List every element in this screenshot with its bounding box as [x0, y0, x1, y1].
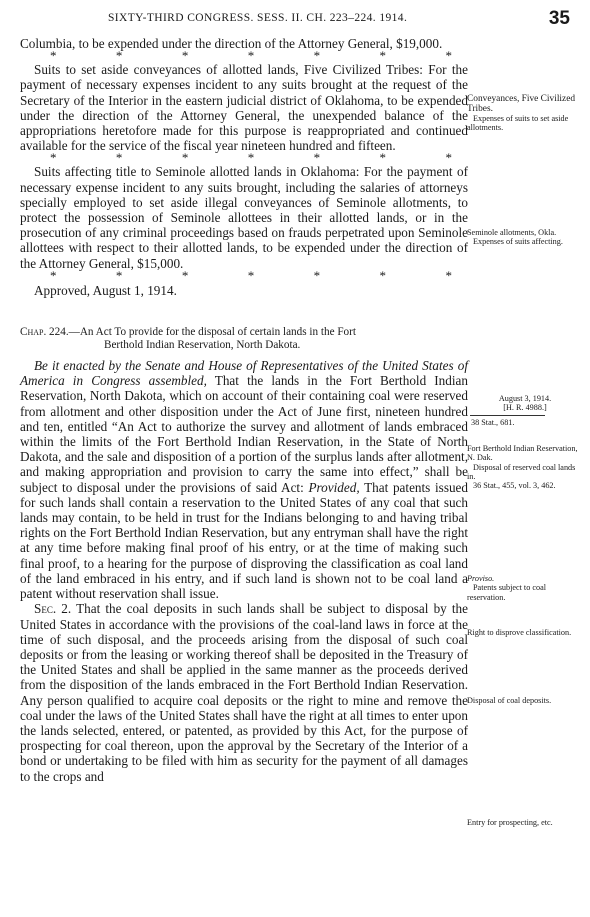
- section-1-continued: That patents issued for such lands shall contain a reservation to the United States of any coal that such lands may contain, to be held in trust for the Indians belonging to and having tribal rights on the Fort Berthold Indian Reservation, but any entryman shall have the right at any time before making final proof of his entry, or at the time of making such final proof, to a hearing for the purpose of disproving the classification as coal land of the land embraced in his entry, and if such land is shown not to be coal land a patent without reservation shall issue.: [20, 479, 468, 602]
- main-text: [20, 36, 468, 784]
- chapter-title-line-1: —An Act To provide for the disposal of certain lands in the Fort: [68, 326, 356, 339]
- chapter-heading: [20, 326, 468, 352]
- paragraph-attorney-general-close: Columbia, to be expended under the direction of the Attorney General, $19,000.: [20, 36, 443, 51]
- margin-note-proviso: Proviso. Patents subject to coal reservation.: [467, 574, 546, 602]
- page-number: 35: [548, 8, 570, 29]
- section-2: [20, 601, 468, 783]
- proviso-word: Provided,: [308, 479, 360, 495]
- page-header: [0, 8, 590, 30]
- margin-note-coal-deposits: Disposal of coal deposits.: [467, 696, 552, 705]
- margin-note-disprove: Right to disprove classification.: [467, 628, 572, 637]
- section-1-text: That the lands in the Fort Berthold Indian Reservation, North Dakota, which on account of their containing coal were reserved from allotment and other disposition under the Act of June first, nineteen hundred and ten, entitled “An Act to authorize the survey and allotment of lands embraced within the limits of the Fort Berthold Indian Reservation, in the State of North Dakota, and the sale and disposition of a portion of the surplus lands after allotment, and making appropriation and provision to carry the same into effect,” shall be subject to disposal under the provisions of said Act:: [20, 373, 468, 495]
- citation-rule: [470, 415, 545, 416]
- margin-note-prospecting: Entry for prospecting, etc.: [467, 818, 553, 827]
- margin-note-act-citation: August 3, 1914. [H. R. 4988.] 38 Stat., 681.: [471, 394, 552, 427]
- section-separator-stars: * * * * * * *: [50, 150, 452, 166]
- running-head: SIXTY-THIRD CONGRESS. SESS. II. CH. 223–224. 1914.: [108, 12, 408, 24]
- paragraph-five-civilized-tribes: Suits to set aside conveyances of allotted lands, Five Civilized Tribes: For the payment of necessary expenses incident to any suits brought at the request of the Secretary of the Interior in the eastern judicial district of Oklahoma, to be expended under the direction of the Attorney General, the unexpended balance of the appropriations heretofore made for this purpose is reappropriated and continued available for the service of the fiscal year nineteen hundred and fifteen.: [20, 62, 468, 154]
- section-1: [20, 358, 468, 601]
- margin-note-fort-berthold: Fort Berthold Indian Reservation, N. Dak. Disposal of reserved coal lands in. 36 Stat., 455, vol. 3, 462.: [467, 444, 578, 491]
- section-separator-stars: * * * * * * *: [50, 48, 452, 64]
- section-2-label: Sec. 2.: [34, 601, 72, 617]
- margin-note-seminole: Seminole allotments, Okla. Expenses of suits affecting.: [467, 228, 563, 247]
- approval-date: Approved, August 1, 1914.: [34, 282, 177, 298]
- chapter-title-line-2: Berthold Indian Reservation, North Dakota.: [104, 339, 301, 352]
- section-separator-stars: * * * * * * *: [50, 267, 452, 283]
- margin-note-conveyances: Conveyances, Five Civilized Tribes. Expenses of suits to set aside allotments.: [467, 94, 576, 133]
- chapter-label: Chap. 224.: [20, 326, 69, 339]
- section-2-text: That the coal deposits in such lands shall be subject to disposal by the United States in accordance with the provisions of the coal-land laws in force at the time of such disposal, and the proceeds arising from the disposal of such coal deposits or from the leasing or working thereof shall be deposited in the Treasury of the United States and shall be applied in the same manner as the proceeds derived from the disposition of the lands embraced in the Fort Berthold Indian Reservation. Any person qualified to acquire coal deposits or the right to mine and remove the coal under the laws of the United States shall have the right at all times to enter upon the lands selected, entered, or patented, as provided by this Act, for the purpose of prospecting for coal thereon, upon the approval by the Secretary of the Interior of a bond or undertaking to be filed with him as security for the payment of all damages to the crops and: [20, 601, 468, 784]
- paragraph-seminole-allotments: Suits affecting title to Seminole allotted lands in Oklahoma: For the payment of necessary expense incident to any suits brought, including the salaries of attorneys specially employed to set aside illegal conveyances of Seminole allotments, to protect the possession of Seminole allottees in their allotted lands, or in the prosecution of any criminal proceedings based on frauds perpetrated upon Seminole allottees with respect to their allotted lands, to be expended under the direction of the Attorney General, $15,000.: [20, 164, 468, 271]
- enacting-clause: Be it enacted by the Senate and House of Representatives of the United States of America in Congress assembled,: [20, 358, 468, 389]
